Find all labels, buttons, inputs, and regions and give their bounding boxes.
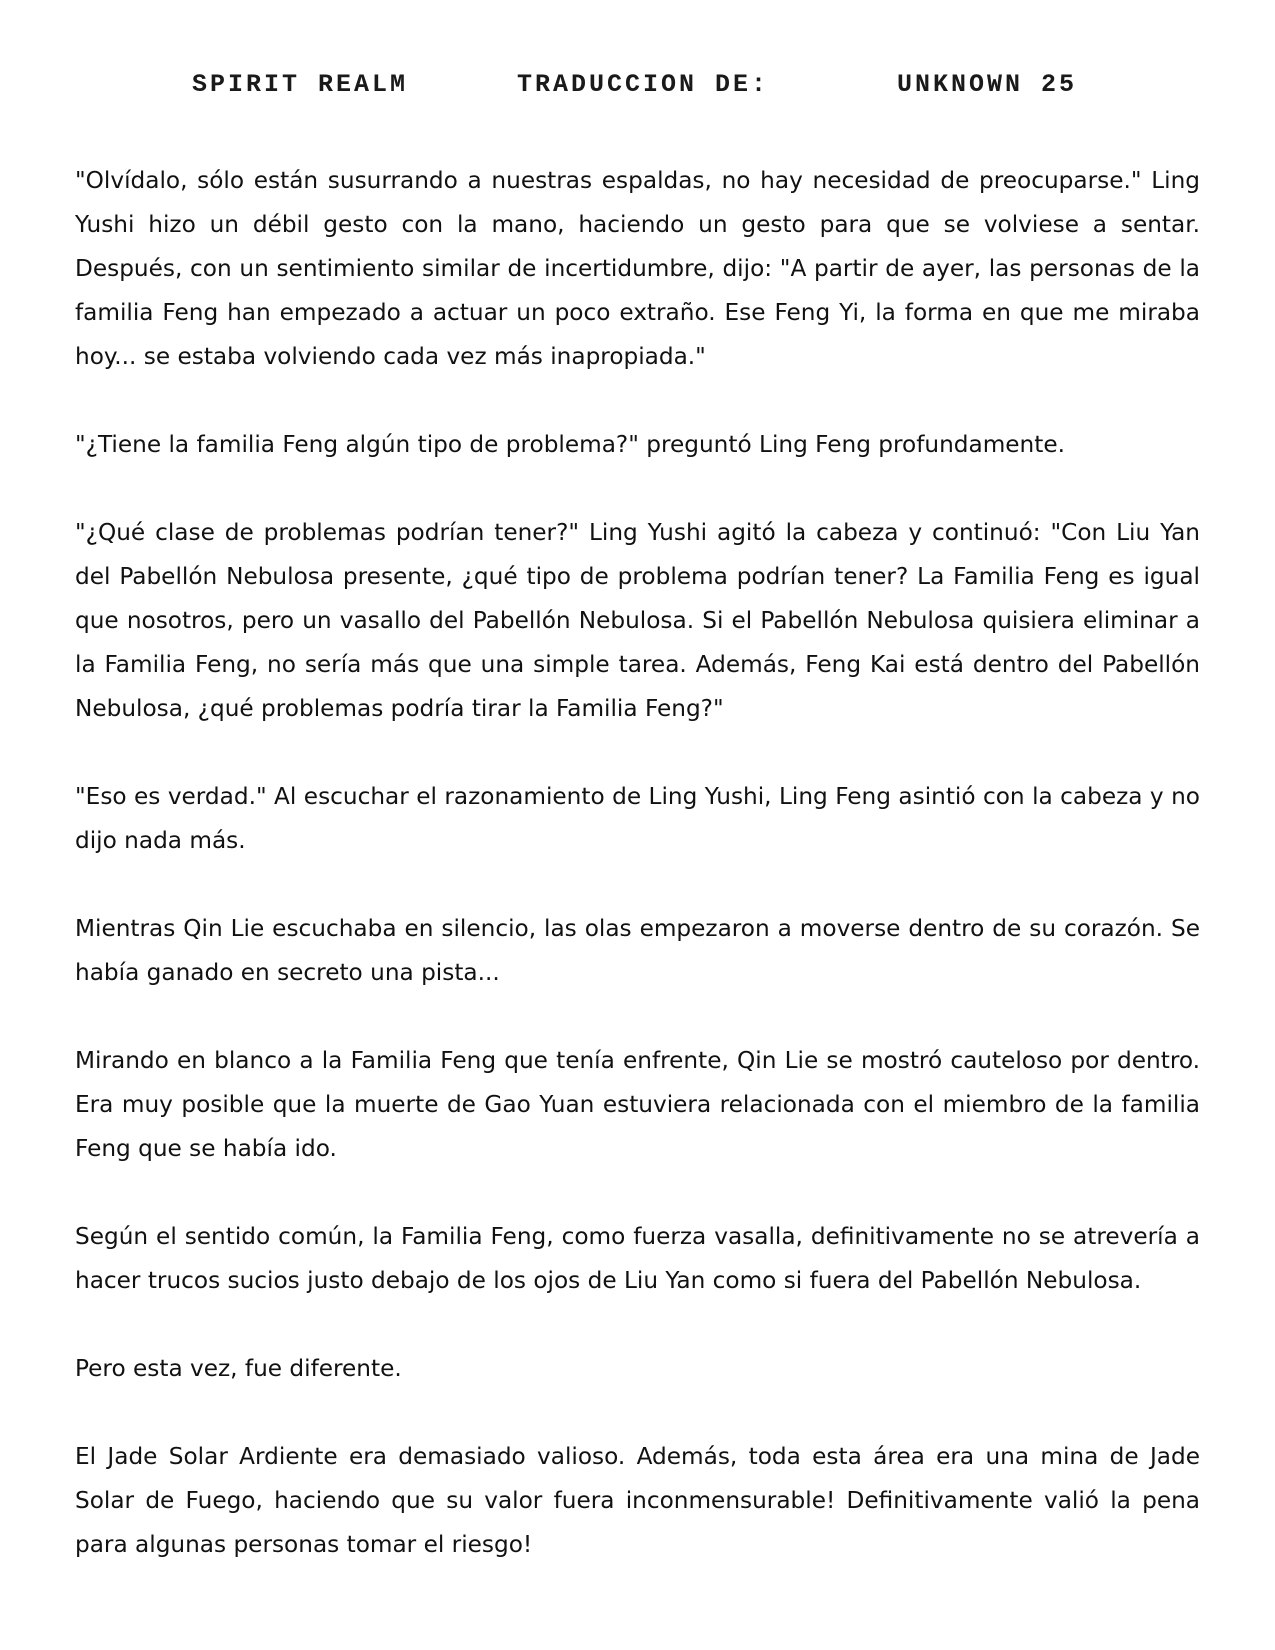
translator-name: UNKNOWN 25 (897, 70, 1078, 99)
paragraph: "Eso es verdad." Al escuchar el razonamiento de Ling Yushi, Ling Feng asintió con la cabeza y no dijo nada más. (75, 783, 1200, 854)
series-title: SPIRIT REALM (192, 70, 409, 99)
translation-credit-label: TRADUCCION DE: (517, 70, 770, 99)
paragraph: "¿Qué clase de problemas podrían tener?" Ling Yushi agitó la cabeza y continuó: "Con Liu Yan del Pabellón Nebulosa presente, ¿qué tipo de problema podrían tener? La Familia Feng es igual que nosotros, pero un vasallo del Pabellón Nebulosa. Si el Pabellón Nebulosa quisiera eliminar a la Familia Feng, no sería más que una simple tarea. Además, Feng Kai está dentro del Pabellón Nebulosa, ¿qué problemas podría tirar la Familia Feng?" (75, 519, 1200, 722)
paragraph: Según el sentido común, la Familia Feng, como fuerza vasalla, definitivamente no se atrevería a hacer trucos sucios justo debajo de los ojos de Liu Yan como si fuera del Pabellón Nebulosa. (75, 1223, 1200, 1294)
page-header (0, 70, 1275, 110)
paragraph: "Olvídalo, sólo están susurrando a nuestras espaldas, no hay necesidad de preocuparse." Ling Yushi hizo un débil gesto con la mano, haciendo un gesto para que se volviese a sentar. Después, con un sentimiento similar de incertidumbre, dijo: "A partir de ayer, las personas de la familia Feng han empezado a actuar un poco extraño. Ese Feng Yi, la forma en que me miraba hoy... se estaba volviendo cada vez más inapropiada." (75, 167, 1200, 370)
paragraph: Mirando en blanco a la Familia Feng que tenía enfrente, Qin Lie se mostró cauteloso por dentro. Era muy posible que la muerte de Gao Yuan estuviera relacionada con el miembro de la familia Feng que se había ido. (75, 1047, 1200, 1162)
paragraph: "¿Tiene la familia Feng algún tipo de problema?" preguntó Ling Feng profundamente. (75, 431, 1065, 458)
paragraph: El Jade Solar Ardiente era demasiado valioso. Además, toda esta área era una mina de Jade Solar de Fuego, haciendo que su valor fuera inconmensurable! Definitivamente valió la pena para algunas personas tomar el riesgo! (75, 1443, 1200, 1558)
paragraph: Mientras Qin Lie escuchaba en silencio, las olas empezaron a moverse dentro de su corazón. Se había ganado en secreto una pista... (75, 915, 1200, 986)
paragraph: Pero esta vez, fue diferente. (75, 1355, 402, 1382)
chapter-body (75, 159, 1200, 1567)
